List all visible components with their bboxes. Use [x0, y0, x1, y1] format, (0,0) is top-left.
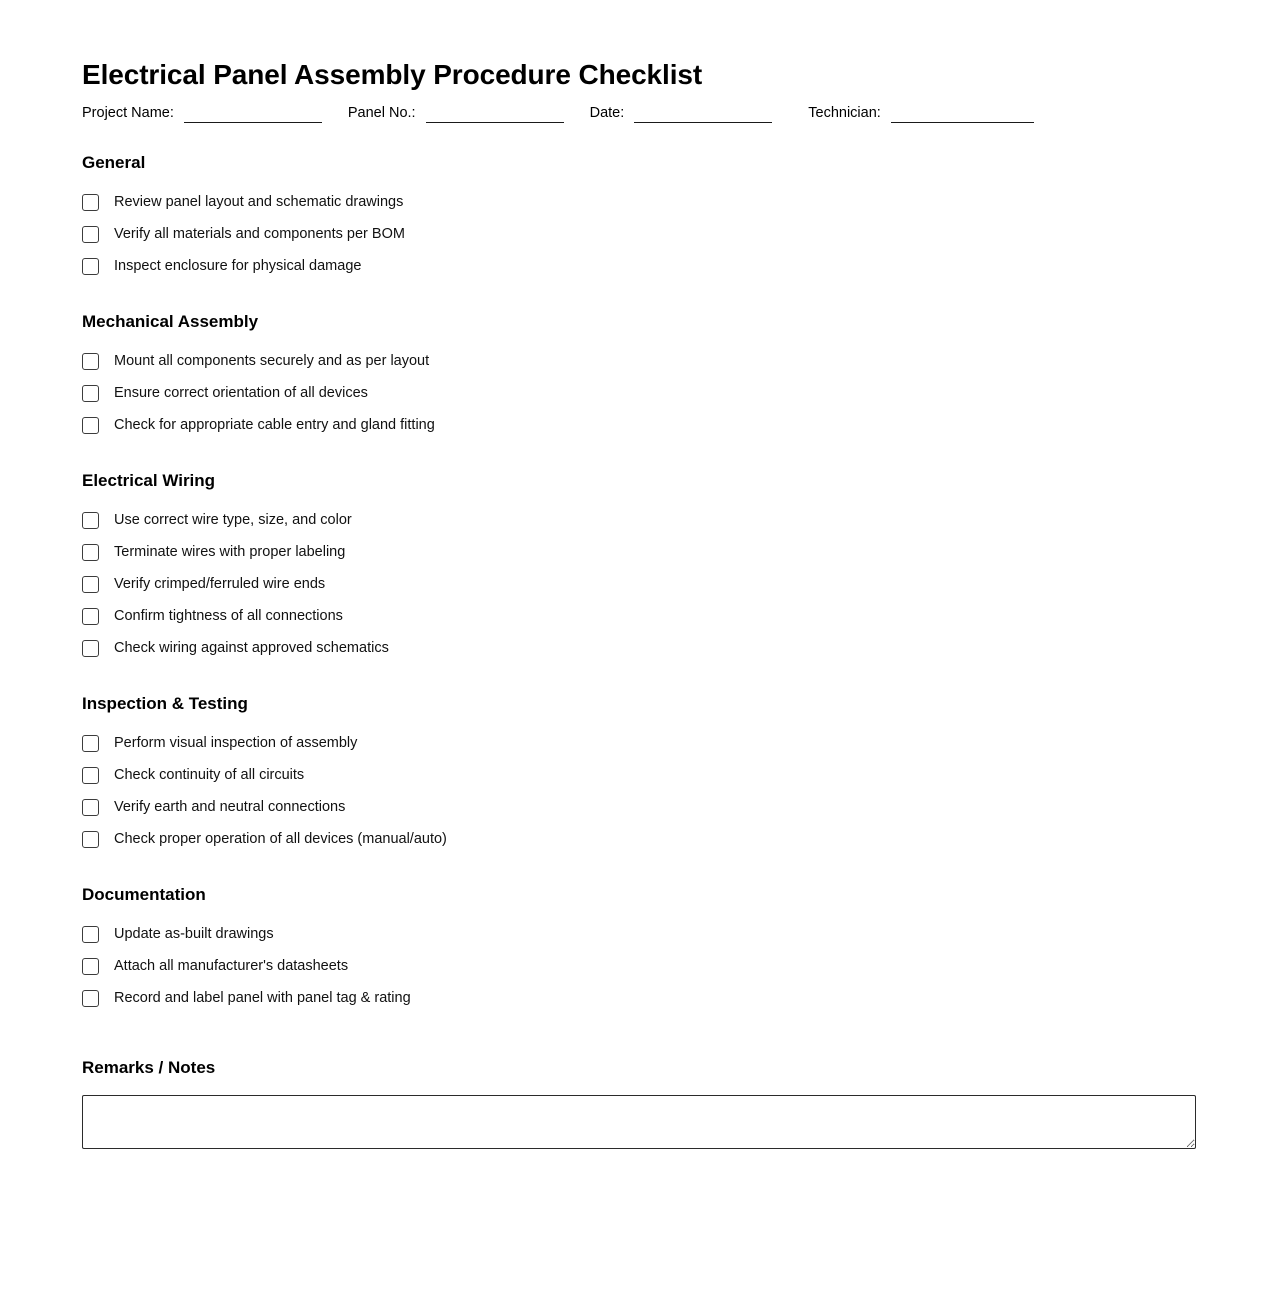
checklist-electrical-wiring — [82, 504, 1196, 664]
checkbox-icon[interactable] — [82, 544, 99, 561]
checkbox-icon[interactable] — [82, 353, 99, 370]
field-technician — [808, 104, 1034, 123]
remarks-heading: Remarks / Notes — [82, 1058, 216, 1077]
field-label-date: Date: — [589, 105, 625, 121]
checklist-item — [82, 759, 1196, 791]
checklist-item — [82, 250, 1196, 282]
checklist-general — [82, 186, 1196, 282]
checklist-item — [82, 218, 1196, 250]
checklist-item — [82, 950, 1196, 982]
checkbox-icon[interactable] — [82, 958, 99, 975]
checklist-item — [82, 600, 1196, 632]
checkbox-icon[interactable] — [82, 385, 99, 402]
checklist-item-label: Verify earth and neutral connections — [114, 799, 346, 815]
section-heading: Mechanical Assembly — [82, 312, 259, 331]
page-content — [82, 0, 1196, 1149]
checklist-item-label: Verify crimped/ferruled wire ends — [114, 576, 326, 592]
checkbox-icon[interactable] — [82, 226, 99, 243]
checklist-mechanical-assembly — [82, 345, 1196, 441]
checklist-item-label: Check for appropriate cable entry and gland fitting — [114, 417, 435, 433]
checklist-item-label: Terminate wires with proper labeling — [114, 544, 346, 560]
field-panel-no — [348, 104, 564, 123]
checklist-item-label: Check wiring against approved schematics — [114, 640, 389, 656]
checklist-item-label: Ensure correct orientation of all devices — [114, 385, 368, 401]
page-title: Electrical Panel Assembly Procedure Checklist — [82, 59, 703, 90]
checkbox-icon[interactable] — [82, 417, 99, 434]
checklist-item-label: Perform visual inspection of assembly — [114, 735, 358, 751]
section-inspection-testing — [82, 694, 1196, 855]
checklist-item — [82, 632, 1196, 664]
date-input[interactable] — [634, 108, 772, 123]
checklist-item — [82, 823, 1196, 855]
panel-no-input[interactable] — [426, 108, 564, 123]
field-label-panel-no: Panel No.: — [347, 105, 416, 121]
field-date — [590, 104, 773, 123]
checklist-item-label: Attach all manufacturer's datasheets — [114, 958, 349, 974]
checklist-item-label: Mount all components securely and as per layout — [114, 353, 430, 369]
checkbox-icon[interactable] — [82, 258, 99, 275]
checkbox-icon[interactable] — [82, 767, 99, 784]
checkbox-icon[interactable] — [82, 735, 99, 752]
remarks-textarea[interactable] — [82, 1095, 1196, 1149]
checklist-item-label: Inspect enclosure for physical damage — [114, 258, 362, 274]
checklist-item-label: Update as-built drawings — [114, 926, 274, 942]
header-fields-row — [82, 104, 1196, 123]
checklist-item — [82, 345, 1196, 377]
project-name-input[interactable] — [184, 108, 322, 123]
checkbox-icon[interactable] — [82, 608, 99, 625]
checklist-item-label: Review panel layout and schematic drawings — [114, 194, 404, 210]
checklist-item — [82, 982, 1196, 1014]
section-heading: Documentation — [82, 885, 206, 904]
checklist-item — [82, 186, 1196, 218]
checklist-item — [82, 377, 1196, 409]
checkbox-icon[interactable] — [82, 990, 99, 1007]
checklist-item — [82, 918, 1196, 950]
checkbox-icon[interactable] — [82, 576, 99, 593]
section-heading: Inspection & Testing — [82, 694, 248, 713]
section-heading: Electrical Wiring — [82, 471, 216, 490]
field-project-name — [82, 104, 322, 123]
checklist-item-label: Use correct wire type, size, and color — [114, 512, 352, 528]
section-documentation — [82, 885, 1196, 1014]
field-label-technician: Technician: — [808, 105, 881, 121]
checklist-inspection-testing — [82, 727, 1196, 855]
checklist-item — [82, 504, 1196, 536]
field-label-project-name: Project Name: — [82, 105, 174, 121]
checklist-item — [82, 409, 1196, 441]
checkbox-icon[interactable] — [82, 799, 99, 816]
checklist-documentation — [82, 918, 1196, 1014]
checklist-item-label: Record and label panel with panel tag & rating — [114, 990, 411, 1006]
section-general — [82, 153, 1196, 282]
technician-input[interactable] — [891, 108, 1034, 123]
checkbox-icon[interactable] — [82, 512, 99, 529]
section-heading: General — [82, 153, 146, 172]
checkbox-icon[interactable] — [82, 194, 99, 211]
checkbox-icon[interactable] — [82, 640, 99, 657]
checklist-item — [82, 536, 1196, 568]
checkbox-icon[interactable] — [82, 831, 99, 848]
checklist-item — [82, 727, 1196, 759]
checklist-item-label: Check continuity of all circuits — [114, 767, 305, 783]
section-remarks — [82, 1058, 1196, 1149]
section-mechanical-assembly — [82, 312, 1196, 441]
checklist-item-label: Verify all materials and components per BOM — [114, 226, 405, 242]
section-electrical-wiring — [82, 471, 1196, 664]
checklist-item-label: Confirm tightness of all connections — [114, 608, 343, 624]
checklist-item — [82, 568, 1196, 600]
checklist-item — [82, 791, 1196, 823]
checklist-item-label: Check proper operation of all devices (manual/auto) — [114, 831, 447, 847]
checkbox-icon[interactable] — [82, 926, 99, 943]
